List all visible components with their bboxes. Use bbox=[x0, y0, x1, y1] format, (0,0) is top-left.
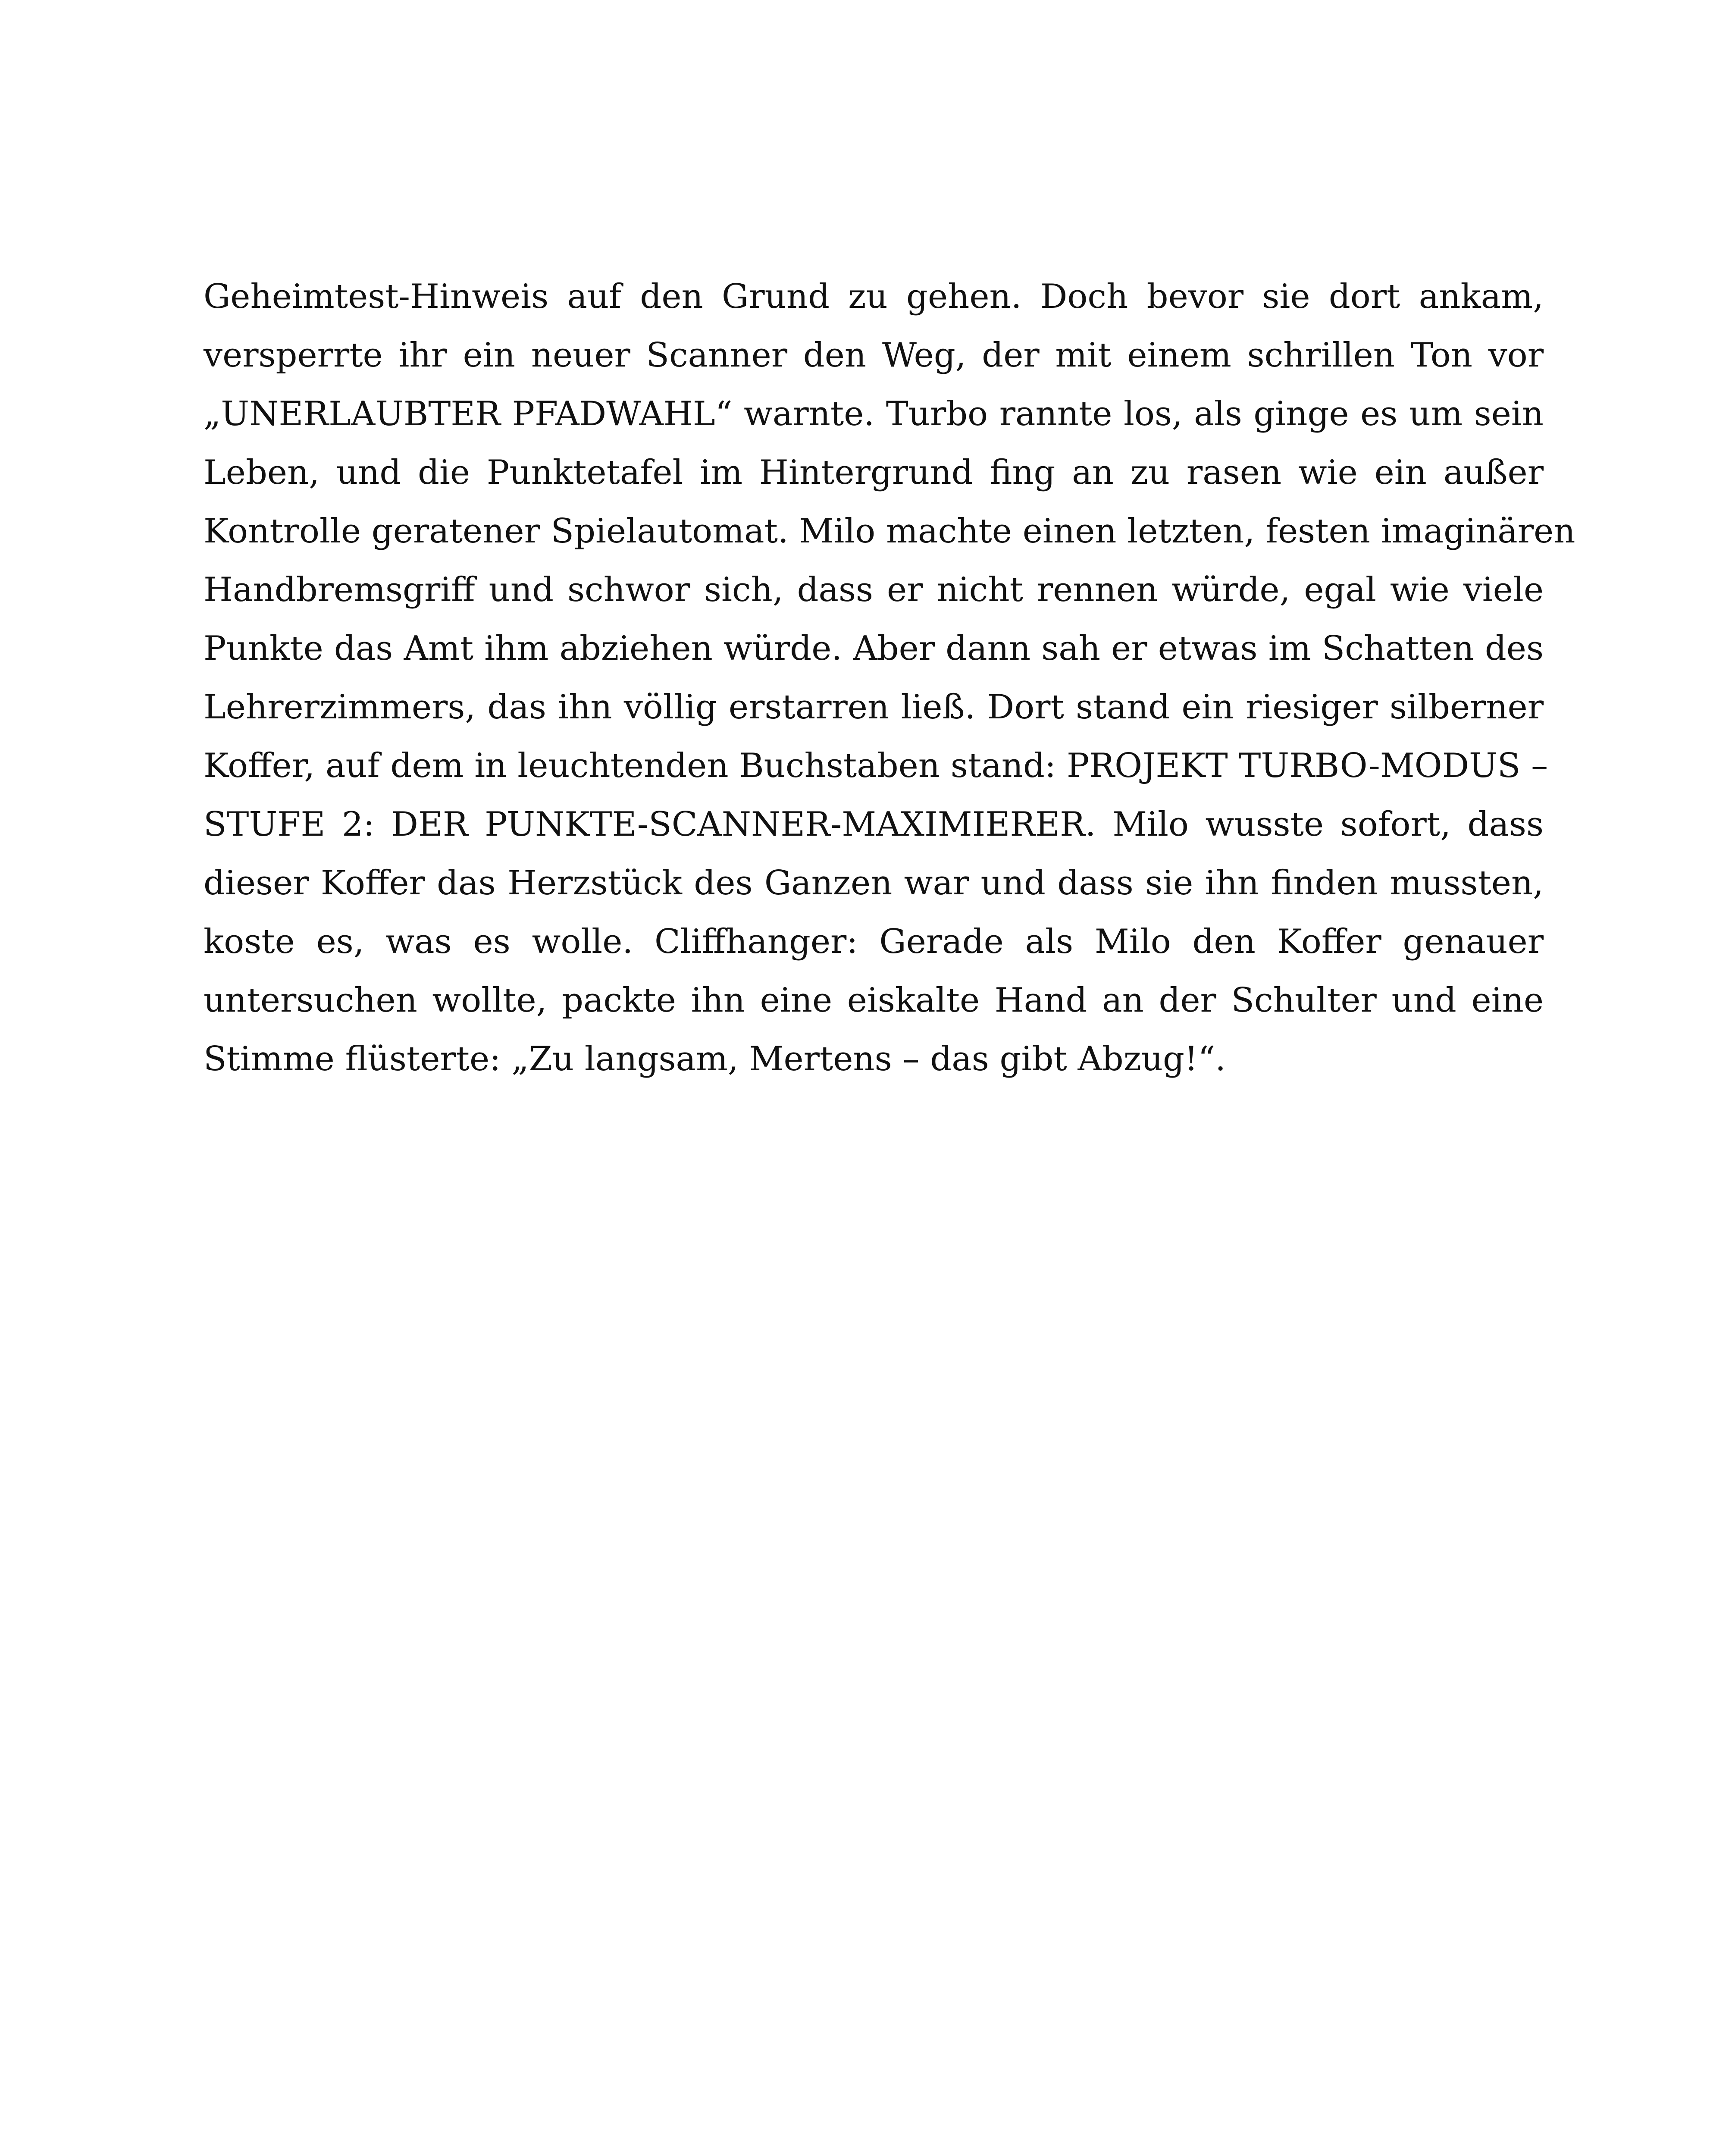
text-line: versperrte ihr ein neuer Scanner den Weg, der mit einem schrillen Ton vor bbox=[204, 336, 1544, 375]
text-line: STUFE 2: DER PUNKTE-SCANNER-MAXIMIERER. Milo wusste sofort, dass bbox=[204, 805, 1544, 844]
text-line: koste es, was es wolle. Cliffhanger: Gerade als Milo den Koffer genauer bbox=[204, 922, 1544, 961]
text-line: untersuchen wollte, packte ihn eine eiskalte Hand an der Schulter und eine bbox=[204, 981, 1544, 1020]
text-line: Punkte das Amt ihm abziehen würde. Aber dann sah er etwas im Schatten des bbox=[204, 629, 1544, 668]
text-line: Handbremsgriff und schwor sich, dass er nicht rennen würde, egal wie viele bbox=[204, 570, 1544, 609]
text-line: dieser Koffer das Herzstück des Ganzen war und dass sie ihn finden mussten, bbox=[204, 864, 1544, 903]
text-line: Leben, und die Punktetafel im Hintergrund fing an zu rasen wie ein außer bbox=[204, 453, 1544, 492]
text-line: Koffer, auf dem in leuchtenden Buchstaben stand: PROJEKT TURBO-MODUS – bbox=[204, 746, 1548, 785]
text-line: Geheimtest-Hinweis auf den Grund zu gehen. Doch bevor sie dort ankam, bbox=[204, 277, 1544, 316]
text-line: Lehrerzimmers, das ihn völlig erstarren ließ. Dort stand ein riesiger silberner bbox=[204, 688, 1544, 727]
body-paragraph bbox=[204, 267, 1575, 1088]
text-line: Stimme flüsterte: „Zu langsam, Mertens – das gibt Abzug!“. bbox=[204, 1040, 1226, 1078]
text-line: Kontrolle geratener Spielautomat. Milo machte einen letzten, festen imaginären bbox=[204, 512, 1575, 551]
text-line: „UNERLAUBTER PFADWAHL“ warnte. Turbo rannte los, als ginge es um sein bbox=[204, 395, 1544, 433]
